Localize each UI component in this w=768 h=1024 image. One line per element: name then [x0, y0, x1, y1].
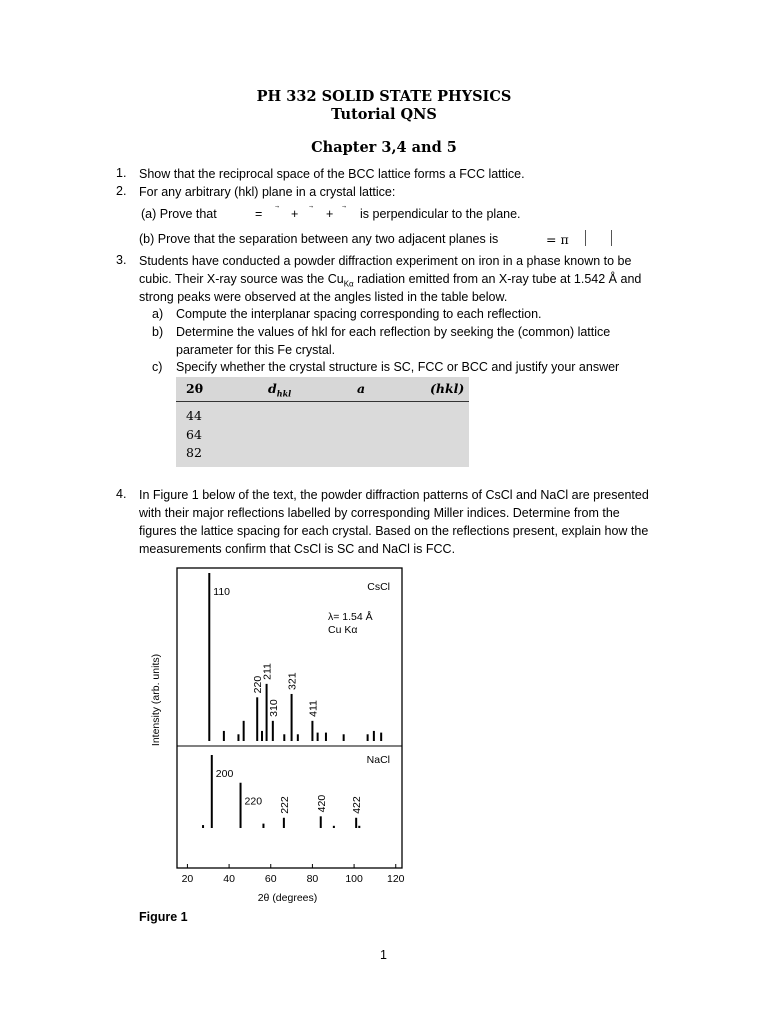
peak-label: 110 [213, 586, 231, 598]
header-2theta: 2θ [186, 381, 204, 396]
table-row: 82 [186, 445, 202, 460]
y-axis-label: Intensity (arb. units) [150, 653, 162, 747]
x-tick-label: 100 [345, 873, 363, 885]
q4-number: 4. [116, 487, 127, 501]
q3-line-2: cubic. Their X-ray source was the $Cu_{K\alpha}$ radiation emitted from an X-ray tube at 1.542 Å and [139, 272, 642, 289]
q1-text: Show that the reciprocal space of the BCC lattice forms a FCC lattice. [139, 167, 525, 181]
diffraction-table [176, 377, 469, 467]
figure-caption: Figure 1 [139, 910, 188, 924]
page-number: 1 [380, 948, 387, 962]
table-header [176, 377, 469, 402]
q2a-suffix: is perpendicular to the plane. [360, 207, 521, 221]
peak-label: 310 [267, 699, 280, 717]
q3b-text-cont: parameter for this Fe crystal. [176, 343, 336, 357]
header-hkl: (hkl) [430, 381, 465, 396]
q3c-label: c) [152, 360, 163, 374]
q4-line-3: figures the lattice spacing for each crystal. Based on the reflections present, explain how the [139, 524, 649, 538]
q2-number: 2. [116, 184, 127, 198]
q3a-label: a) [152, 307, 164, 321]
q2a-prefix: (a) Prove that [141, 207, 217, 221]
q2b-text: (b) Prove that the separation between any two adjacent planes is [139, 232, 499, 246]
x-tick-label: 120 [386, 873, 405, 885]
q2a-plus-1: + [291, 207, 299, 221]
q3b-label: b) [152, 325, 164, 339]
peak-label: 411 [307, 700, 320, 717]
peak-label: 211 [261, 663, 274, 680]
q2a-plus-2: + [326, 207, 334, 221]
abs-bar-right [611, 230, 612, 246]
peak-label: 222 [278, 796, 291, 814]
q3a-text: Compute the interplanar spacing corresponding to each reflection. [176, 307, 542, 321]
peak-label: 200 [215, 768, 234, 780]
header-a: a [357, 381, 366, 396]
x-tick-label: 20 [181, 873, 194, 885]
peak-label: 420 [315, 794, 328, 813]
q2-text: For any arbitrary (hkl) plane in a crystal lattice: [139, 185, 396, 199]
peak-label: 422 [351, 796, 364, 814]
q2b-equals-pi: = π [546, 232, 569, 247]
course-title: PH 332 SOLID STATE PHYSICS [256, 88, 512, 105]
panel-name-cscl: CsCl [367, 581, 390, 593]
x-tick-label: 40 [223, 873, 235, 885]
table-row: 44 [186, 408, 202, 423]
q1-number: 1. [116, 166, 127, 180]
q4-line-1: In Figure 1 below of the text, the powder diffraction patterns of CsCl and NaCl are presented [139, 488, 649, 502]
table-row: 64 [186, 427, 202, 442]
peak-label: 220 [252, 675, 265, 694]
chapter-heading: Chapter 3,4 and 5 [311, 139, 457, 156]
peak-label: 220 [244, 795, 263, 808]
q3-line-1: Students have conducted a powder diffraction experiment on iron in a phase known to be [139, 254, 632, 268]
q2a-equals: = [255, 207, 263, 221]
peak-label: 321 [286, 672, 299, 690]
q4-line-2: with their major reflections labelled by corresponding Miller indices. Determine from the [139, 506, 620, 520]
wavelength-annotation: λ= 1.54 Å [328, 611, 373, 623]
xrd-chart [140, 560, 420, 910]
q3b-text: Determine the values of hkl for each reflection by seeking the (common) lattice [176, 325, 611, 339]
x-axis-label: 2θ (degrees) [257, 892, 318, 904]
abs-bar-left [585, 230, 586, 246]
x-tick-label: 80 [306, 873, 319, 885]
header-dhkl: $d_{hkl}$ [268, 381, 292, 399]
cu-k-alpha-subscript: Kα [343, 279, 354, 289]
q3-line-3: strong peaks were observed at the angles listed in the table below. [139, 290, 508, 304]
panel-name-nacl: NaCl [366, 754, 390, 766]
radiation-annotation: Cu Kα [328, 624, 358, 636]
q3c-text: Specify whether the crystal structure is SC, FCC or BCC and justify your answer [176, 360, 620, 374]
tutorial-subtitle: Tutorial QNS [331, 106, 437, 123]
x-tick-label: 60 [264, 873, 277, 885]
q4-line-4: measurements confirm that CsCl is SC and NaCl is FCC. [139, 542, 456, 556]
q3-number: 3. [116, 253, 127, 267]
